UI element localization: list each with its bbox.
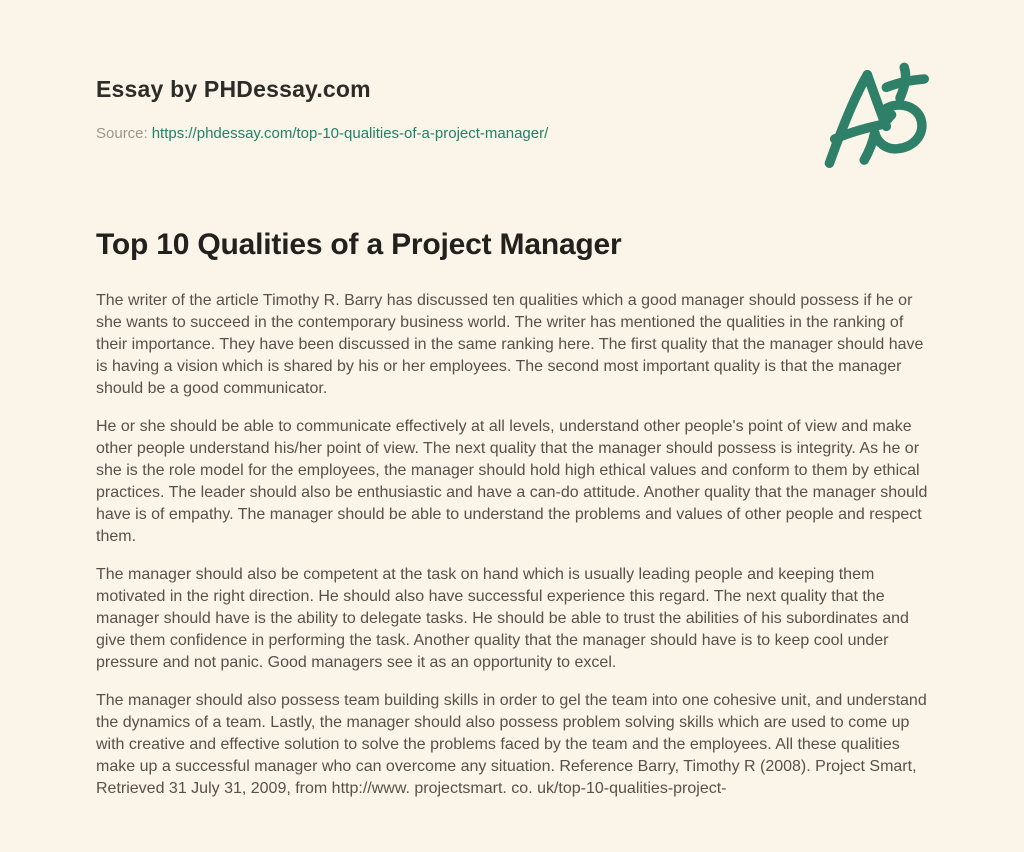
source-url-link[interactable]: https://phdessay.com/top-10-qualities-of-a-project-manager/ xyxy=(151,125,549,142)
article xyxy=(96,228,928,800)
a-plus-logo-icon xyxy=(822,60,938,178)
source-line xyxy=(96,125,928,142)
page-title: Top 10 Qualities of a Project Manager xyxy=(96,228,622,261)
essay-paragraph-3: The manager should also be competent at the task on hand which is usually leading people and keeping them motivated in the right direction. He should also have successful experience this regard. The next quality that the manager should have is the ability to delegate tasks. He should be able to trust the abilities of his subordinates and give them confidence in performing the task. Another quality that the manager should have is to keep cool under pressure and not panic. Good managers see it as an opportunity to excel. xyxy=(96,566,909,671)
essay-paragraph-4: The manager should also possess team building skills in order to gel the team into one cohesive unit, and understand the dynamics of a team. Lastly, the manager should also possess problem solving skills which are used to come up with creative and effective solution to solve the problems faced by the team and the employees. All these qualities make up a successful manager who can overcome any situation. Reference Barry, Timothy R (2008). Project Smart, Retrieved 31 July 31, 2009, from http://www. projectsmart. co. uk/top-10-qualities-project- xyxy=(96,692,927,797)
essay-paragraph-2: He or she should be able to communicate effectively at all levels, understand other people's point of view and make other people understand his/her point of view. The next quality that the manager should possess is integrity. As he or she is the role model for the employees, the manager should hold high ethical values and conform to them by ethical practices. The leader should also be enthusiastic and have a can-do attitude. Another quality that the manager should have is of empathy. The manager should be able to understand the problems and values of other people and respect them. xyxy=(96,418,928,545)
phdessay-logo xyxy=(822,60,938,178)
essay-paragraph-1: The writer of the article Timothy R. Barry has discussed ten qualities which a good manager should possess if he or she wants to succeed in the contemporary business world. The writer has mentioned the qualities in the ranking of their importance. They have been discussed in the same ranking here. The first quality that the manager should have is having a vision which is shared by his or her employees. The second most important quality is that the manager should be a good communicator. xyxy=(96,292,924,397)
source-label: Source: xyxy=(96,125,148,142)
page-header xyxy=(96,76,928,142)
essay-body xyxy=(96,290,932,800)
brand-title: Essay by PHDessay.com xyxy=(96,76,371,102)
